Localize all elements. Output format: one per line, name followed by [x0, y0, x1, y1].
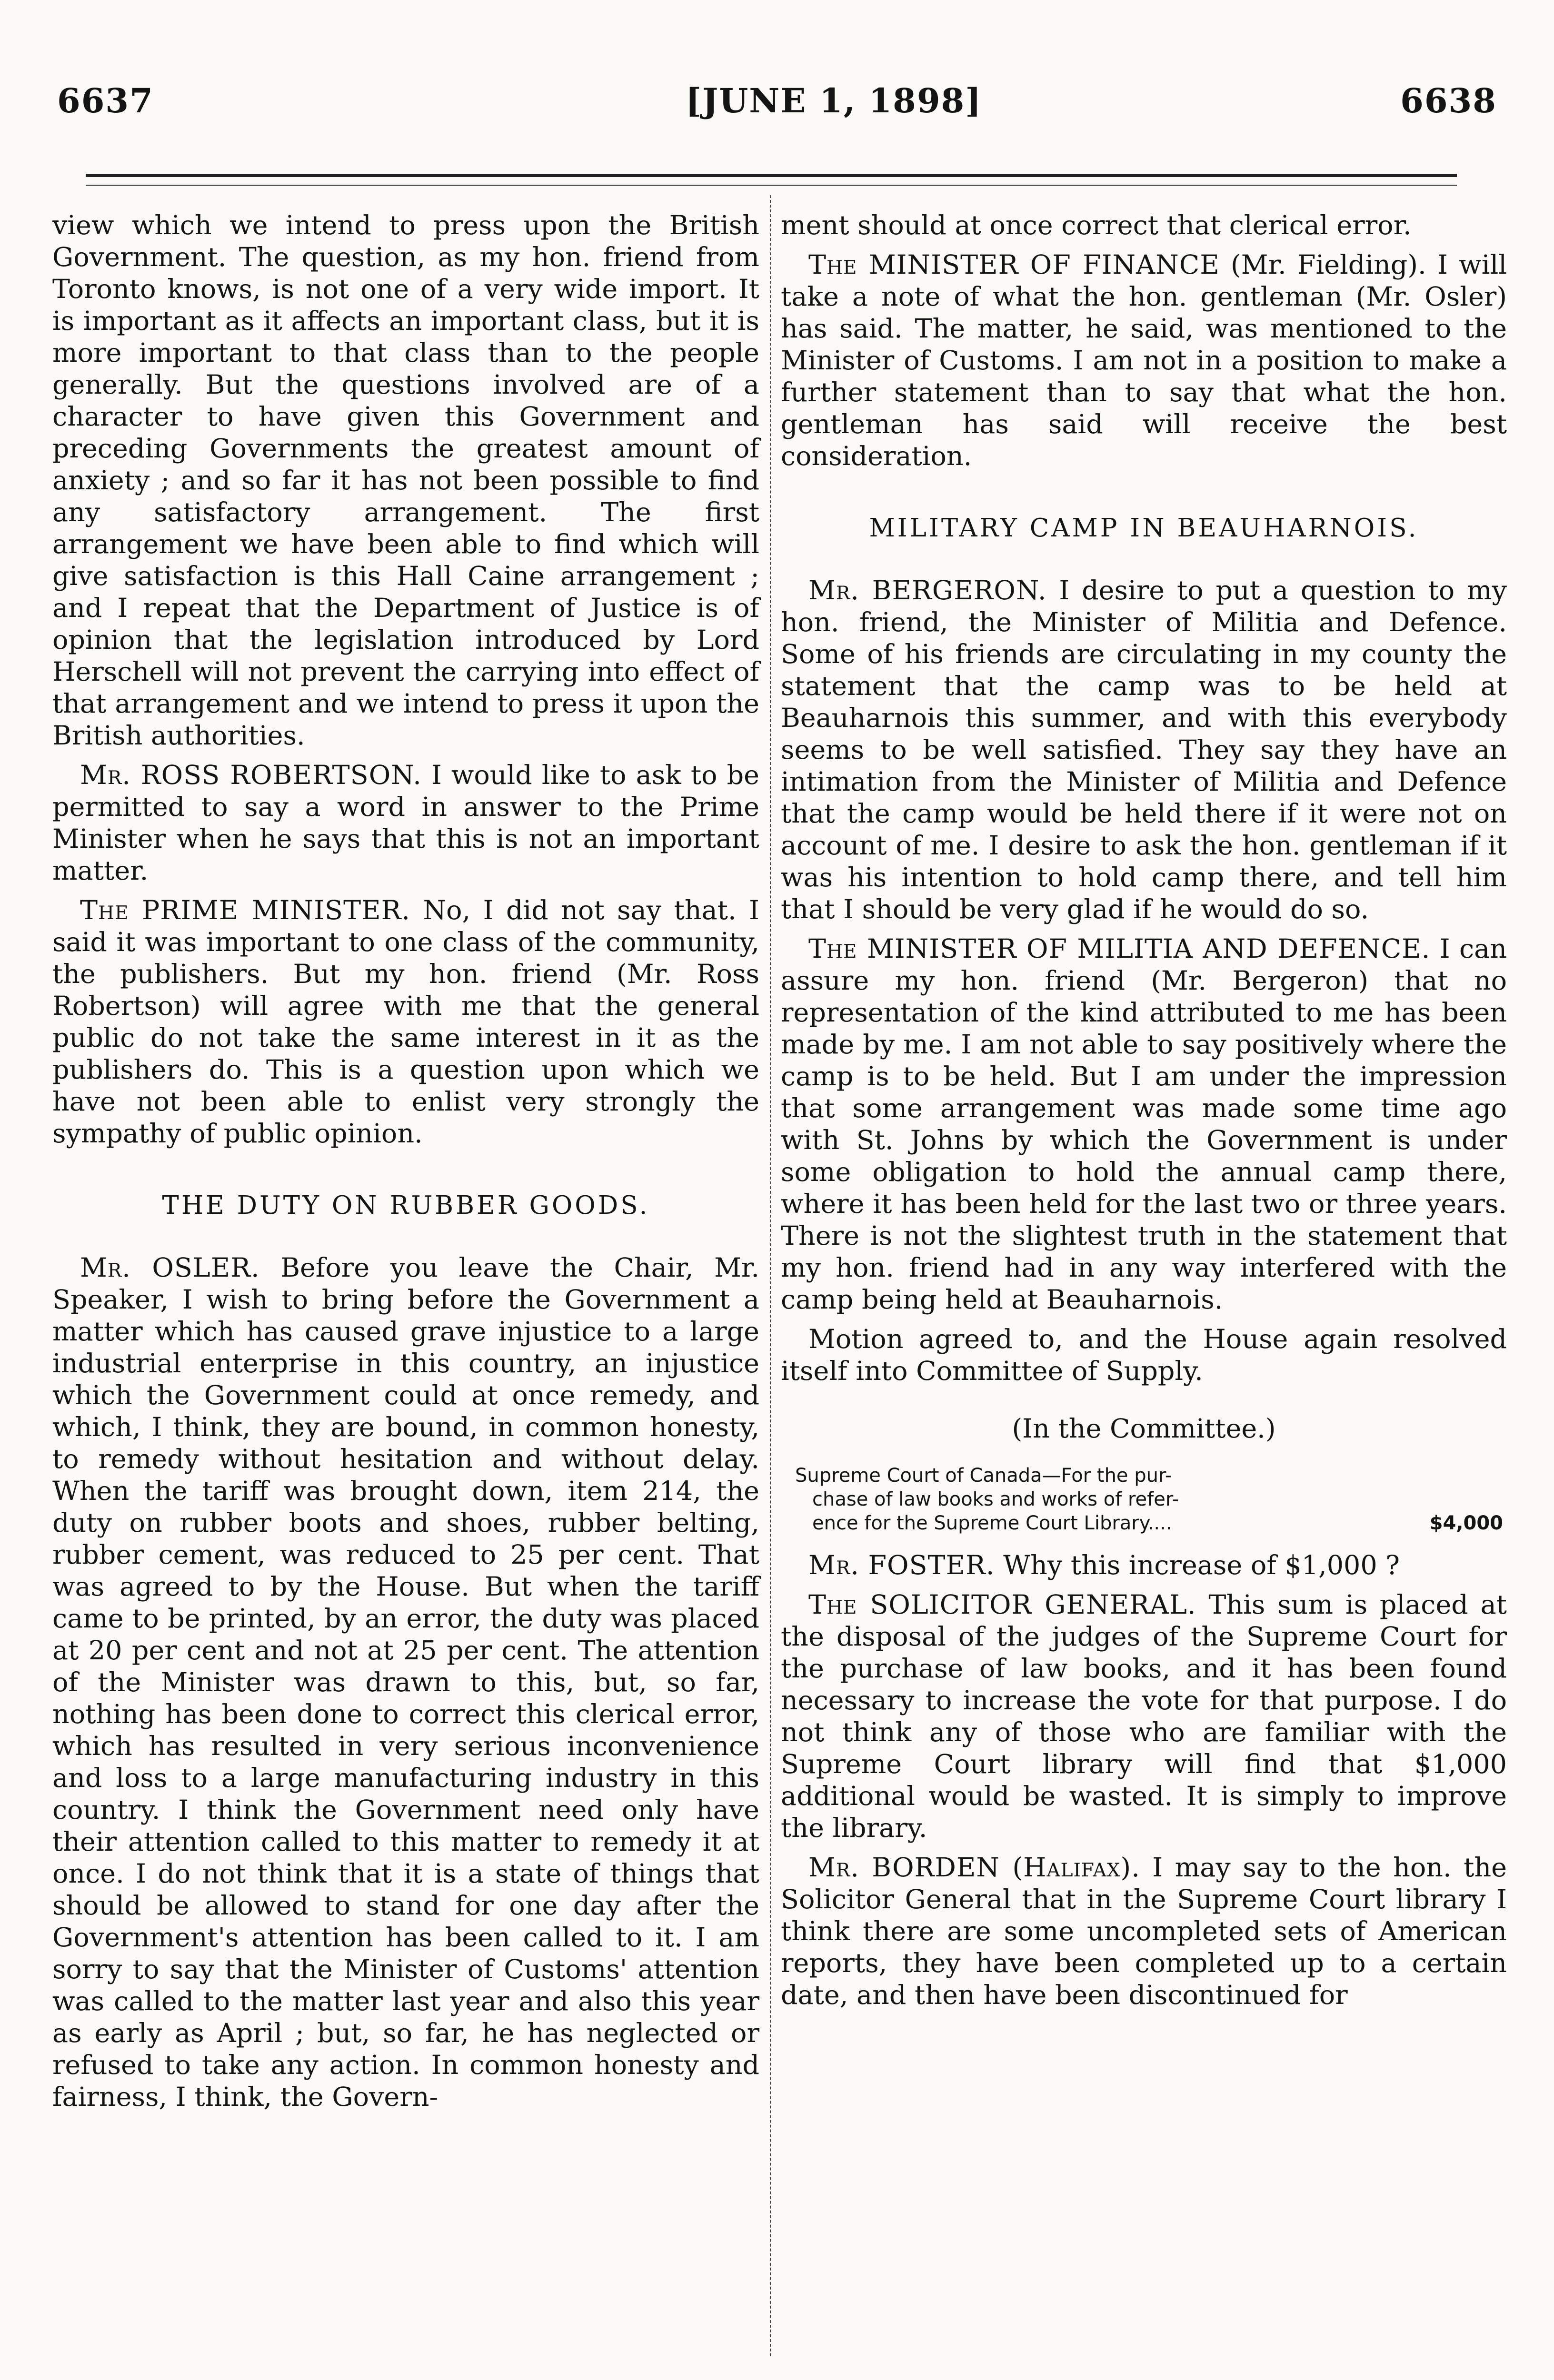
speech — [52, 894, 759, 1150]
speech-text: I would like to ask to be permitted to say a word in answer to the Prime Minister when he says that this is not an important matter. — [52, 760, 759, 886]
speech-text: I may say to the hon. the Solicitor General that in the Supreme Court library I think there are some uncompleted sets of American reports, they have been completed up to a certain date, and then have been discontinued for — [781, 1852, 1507, 2011]
speech — [781, 249, 1507, 472]
speaker-name: The SOLICITOR GENERAL. — [808, 1589, 1196, 1620]
supply-vote-item — [795, 1464, 1507, 1535]
speech — [781, 1852, 1507, 2011]
header-rule — [86, 174, 1457, 177]
paragraph: Motion agreed to, and the House again resolved itself into Committee of Supply. — [781, 1324, 1507, 1387]
speech — [781, 1549, 1507, 1581]
speaker-name: The MINISTER OF FINANCE — [808, 249, 1220, 280]
left-page-number: 6637 — [57, 81, 154, 120]
speech-text: No, I did not say that. I said it was important to one class of the community, the publishers. But my hon. friend (Mr. Ross Robertson) will agree with me that the general public do not take the same interest in it as the publishers do. This is a question upon which we have not been able to enlist very strongly the sympathy of public opinion. — [52, 895, 759, 1149]
speech-text: This sum is placed at the disposal of the judges of the Supreme Court for the purchase of law books, and it has been found necessary to increase the vote for that purpose. I do not think any of those who are familiar with the Supreme Court library will find that $1,000 additional would be wasted. It is simply to improve the library. — [781, 1589, 1507, 1844]
speaker-name: Mr. OSLER. — [80, 1252, 260, 1283]
speaker-name: Mr. ROSS ROBERTSON. — [80, 760, 422, 791]
vote-amount: $4,000 — [1429, 1512, 1503, 1534]
vote-line: ence for the Supreme Court Library.... — [812, 1512, 1172, 1534]
speech-text: I desire to put a question to my hon. friend, the Minister of Militia and Defence. Some of his friends are circulating in my county the statement that the camp was to be held at Beauharnois this summer, and with this everybody seems to be well satisfied. They say they have an intimation from the Minister of Militia and Defence that the camp would be held there if it were not on account of me. I desire to ask the hon. gentleman if it was his intention to hold camp there, and tell him that I should be very glad if he would do so. — [781, 575, 1507, 925]
section-heading: THE DUTY ON RUBBER GOODS. — [162, 1191, 650, 1220]
session-date: [JUNE 1, 1898] — [686, 81, 982, 120]
paragraph: ment should at once correct that clerical error. — [781, 210, 1412, 241]
speech — [52, 1252, 759, 2113]
left-column — [52, 209, 759, 2351]
committee-note: (In the Committee.) — [1012, 1413, 1276, 1444]
speech-text: (Mr. Fielding). I will take a note of what the hon. gentleman (Mr. Osler) has said. The matter, he said, was mentioned to the Minister of Customs. I am not in a position to make a further statement than to say that what the hon. gentleman has said will receive the best consideration. — [781, 249, 1507, 472]
speech-text: Before you leave the Chair, Mr. Speaker, I wish to bring before the Government a matter which has caused grave injustice to a large industrial enterprise in this country, an injustice which the Government could at once remedy, and which, I think, they are bound, in common honesty, to remedy without hesitation and without delay. When the tariff was brought down, item 214, the duty on rubber boots and shoes, rubber belting, rubber cement, was reduced to 25 per cent. That was agreed to by the House. But when the tariff came to be printed, by an error, the duty was placed at 20 per cent and not at 25 per cent. The attention of the Minister was drawn to this, but, so far, nothing has been done to correct this clerical error, which has resulted in very serious inconvenience and loss to a large manufacturing industry in this country. I think the Government need only have their attention called to this matter to remedy it at once. I do not think that it is a state of things that should be allowed to stand for one day after the Government's attention has been called to it. I am sorry to say that the Minister of Customs' attention was called to the matter last year and also this year as early as April ; but, so far, he has neglected or refused to take any action. In common honesty and fairness, I think, the Govern- — [52, 1252, 760, 2112]
right-column — [781, 209, 1507, 2351]
speech-text: I can assure my hon. friend (Mr. Bergeron) that no representation of the kind attributed to me has been made by me. I am not able to say positively where the camp is to be held. But I am under the impression that some arrangement was made some time ago with St. Johns by which the Government is under some obligation to hold the annual camp there, where it has been held for the last two or three years. There is not the slightest truth in the statement that my hon. friend had in any way interfered with the camp being held at Beauharnois. — [781, 933, 1507, 1315]
speaker-name: Mr. BERGERON. — [808, 575, 1047, 606]
vote-line: chase of law books and works of refer- — [812, 1488, 1179, 1510]
header-rule-thin — [86, 185, 1457, 186]
speaker-name: Mr. BORDEN (Halifax). — [808, 1852, 1140, 1883]
speaker-name: The MINISTER OF MILITIA AND DEFENCE. — [808, 933, 1431, 964]
speaker-name: Mr. FOSTER. — [808, 1550, 995, 1581]
speech — [781, 1589, 1507, 1844]
paragraph: view which we intend to press upon the British Government. The question, as my hon. friend from Toronto knows, is not one of a very wide import. It is important as it affects an important class, but it is more important to that class than to the people generally. But the questions involved are of a character to have given this Government and preceding Governments the greatest amount of anxiety ; and so far it has not been possible to find any satisfactory arrangement. The first arrangement we have been able to find which will give satisfaction is this Hall Caine arrangement ; and I repeat that the Department of Justice is of opinion that the legislation introduced by Lord Herschell will not prevent the carrying into effect of that arrangement and we intend to press it upon the British authorities. — [52, 210, 759, 751]
speech — [781, 933, 1507, 1316]
right-page-number: 6638 — [1400, 81, 1497, 120]
speech — [52, 759, 759, 887]
column-divider — [770, 195, 771, 2356]
vote-line: Supreme Court of Canada—For the pur- — [795, 1465, 1172, 1487]
speech — [781, 575, 1507, 925]
page-header — [57, 71, 1497, 129]
speaker-name: The PRIME MINISTER. — [80, 895, 411, 926]
section-heading: MILITARY CAMP IN BEAUHARNOIS. — [869, 514, 1419, 543]
speech-text: Why this increase of $1,000 ? — [1003, 1550, 1400, 1581]
